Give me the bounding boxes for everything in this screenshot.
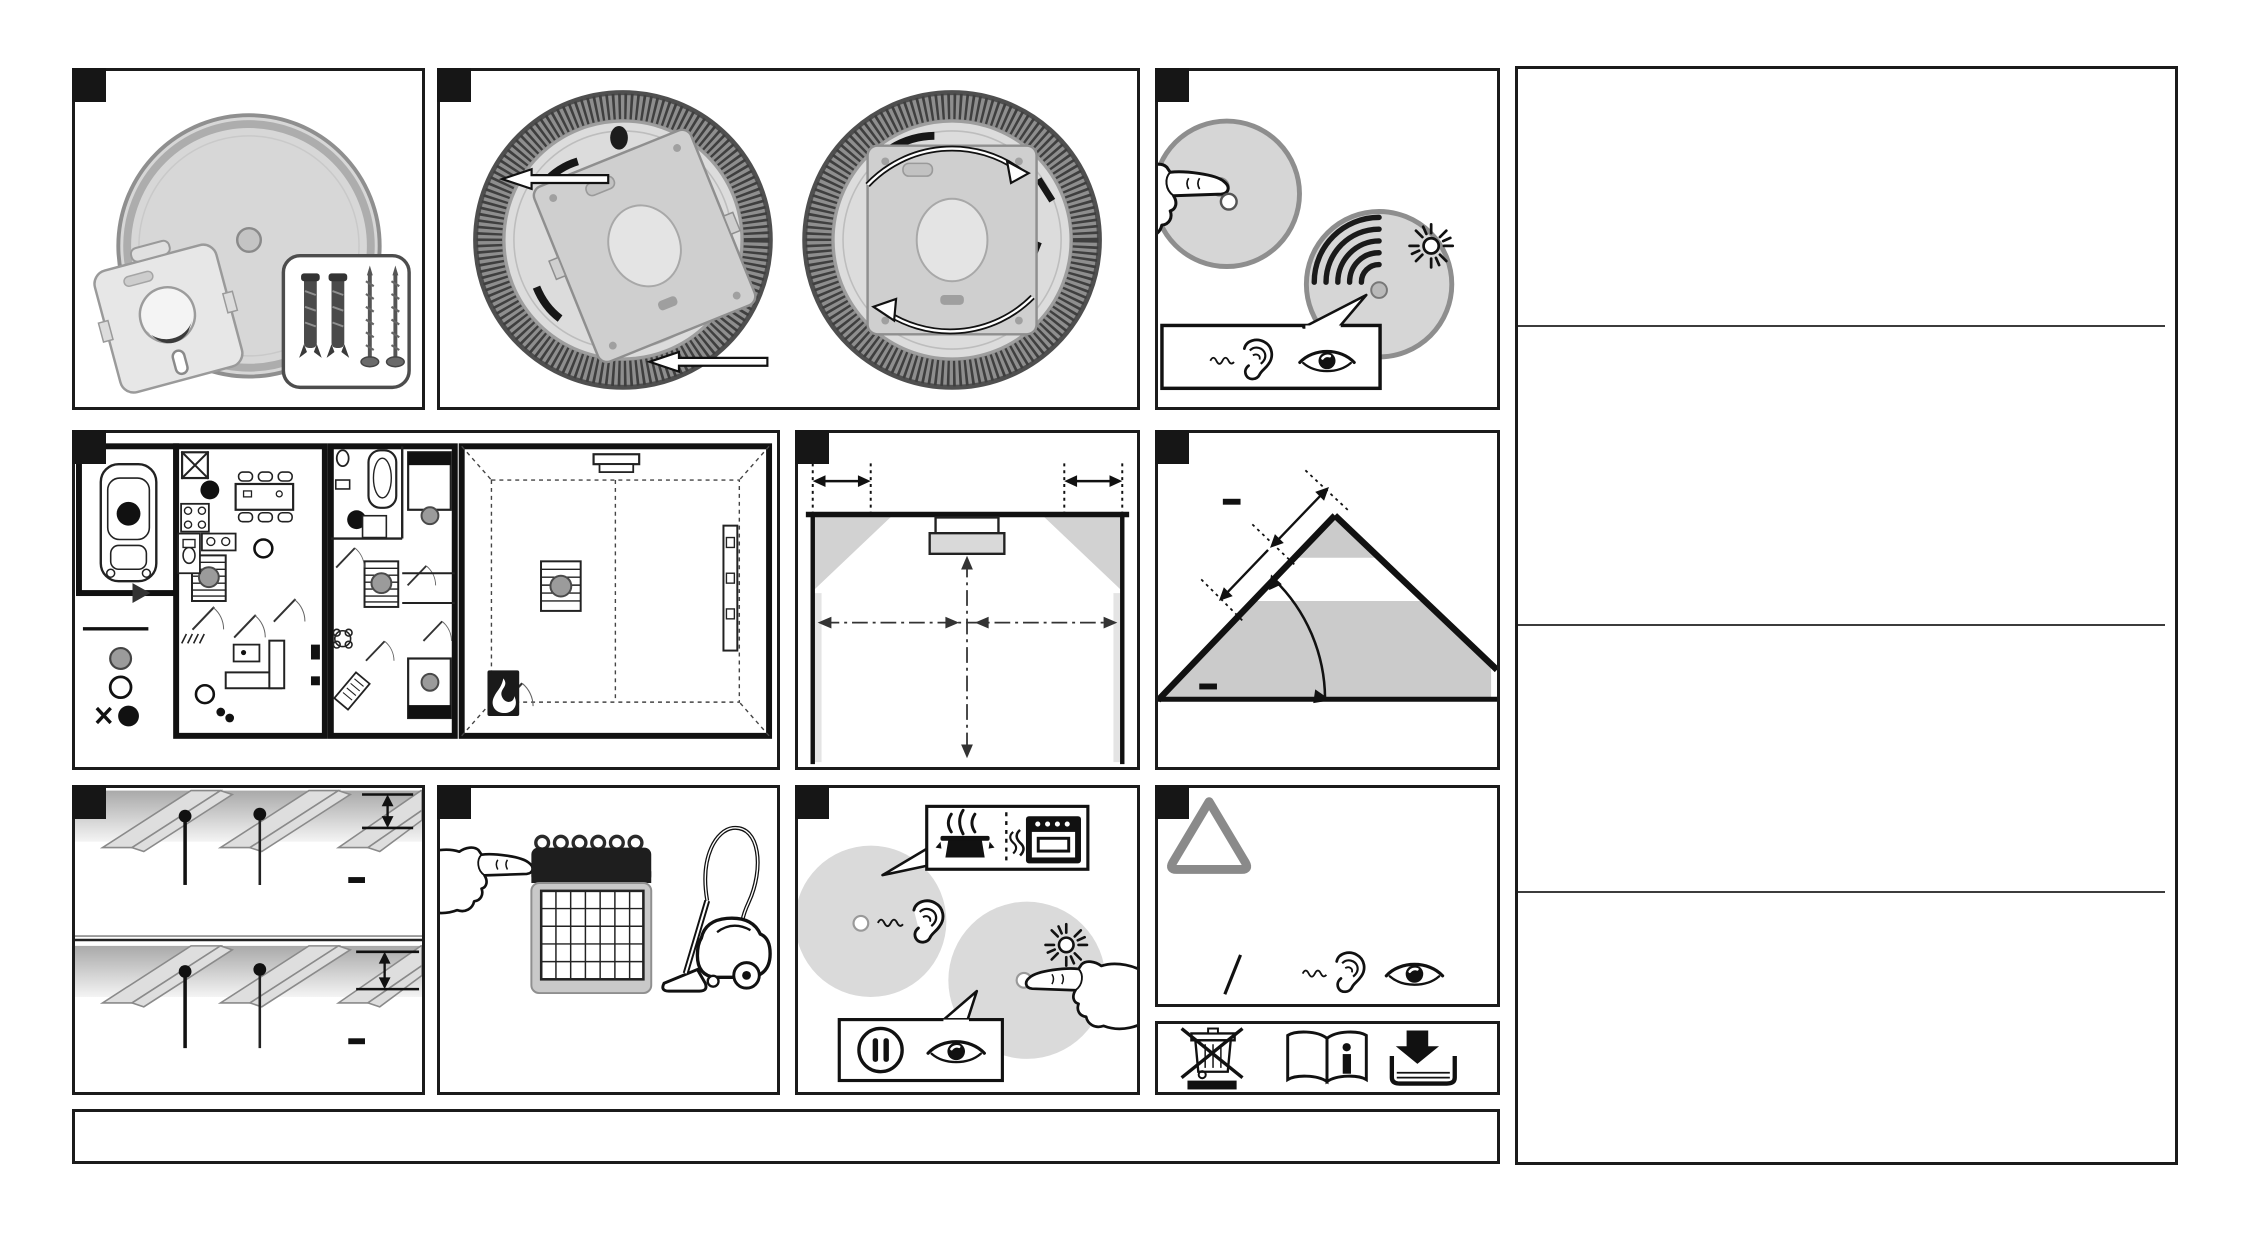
false-alarm-art	[798, 788, 1137, 1092]
redacted-dimension-dash	[1199, 684, 1217, 690]
maintenance-art	[440, 788, 777, 1092]
legend-optional-dot	[110, 677, 131, 698]
toilet-icon	[337, 450, 349, 466]
fixings-inset	[283, 256, 409, 388]
optional-dot	[196, 685, 214, 703]
legend	[83, 583, 150, 726]
panel-joists	[72, 785, 425, 1095]
step-marker	[1155, 68, 1189, 102]
redacted-dimension-dash	[348, 877, 365, 883]
stairs-icon	[365, 561, 399, 607]
legend-unsuitable-dot	[118, 706, 139, 727]
silence-callout	[839, 1020, 1002, 1081]
panel-attach-plate	[437, 68, 1140, 410]
sink-icon	[336, 480, 350, 489]
led-flash-icon	[1410, 224, 1453, 267]
joist-scene-bottom	[75, 946, 422, 1048]
package-contents-art	[75, 71, 422, 407]
panel-compliance-symbols	[1155, 1021, 1500, 1095]
ceiling-detector-icon	[930, 517, 1005, 553]
ruled-line	[1518, 891, 2165, 893]
panel-false-alarm	[795, 785, 1140, 1095]
warnings-art	[1158, 788, 1497, 1004]
ceiling-distances-art	[798, 433, 1137, 767]
weee-crossed-bin-icon	[1182, 1029, 1243, 1090]
test-alarm-art	[1158, 71, 1497, 407]
recommended-dot	[422, 674, 439, 691]
weee-bar	[1187, 1081, 1236, 1090]
vacuum-cleaner-icon	[663, 828, 770, 991]
footer-strip	[72, 1109, 1500, 1164]
recommended-dot	[550, 576, 571, 597]
pause-icon	[859, 1028, 902, 1071]
car-icon	[101, 464, 157, 581]
recommended-dot	[422, 507, 439, 524]
step-marker	[795, 430, 829, 464]
panel-floor-plans	[72, 430, 780, 770]
room-center-arrows	[818, 556, 1118, 758]
eye-icon	[1386, 964, 1442, 984]
corner-exclusion-zone	[1044, 516, 1123, 591]
skylight-icon	[723, 526, 737, 651]
notes-panel	[1515, 66, 2178, 1165]
floor-plans-art	[75, 433, 777, 767]
signal-callout	[1162, 295, 1380, 388]
calendar-icon	[531, 836, 651, 993]
panel-test-alarm	[1155, 68, 1500, 410]
bathtub-icon	[368, 450, 396, 508]
hand-pointing-icon	[440, 848, 533, 913]
optional-dot	[254, 540, 272, 558]
step-marker	[1155, 430, 1189, 464]
redacted-dimension-dash	[348, 1038, 365, 1044]
cooking-sources-callout	[927, 806, 1088, 869]
joists-art	[75, 788, 422, 1092]
fire-icon	[487, 670, 519, 716]
ruled-line	[1518, 624, 2165, 626]
panel-package-contents	[72, 68, 425, 410]
step-marker	[72, 785, 106, 819]
recommended-dot	[199, 567, 219, 587]
dining-table-icon	[236, 472, 294, 522]
step-marker	[72, 68, 106, 102]
insert-tray-arrow-icon	[1392, 1030, 1455, 1083]
pitched-roof-art	[1158, 433, 1497, 767]
step-marker	[437, 785, 471, 819]
recommended-dot	[371, 573, 391, 593]
step-marker	[795, 785, 829, 819]
step-marker	[72, 430, 106, 464]
corner-exclusion-zone	[813, 516, 892, 591]
upper-floor-plan	[331, 446, 455, 736]
panel-maintenance	[437, 785, 780, 1095]
unsuitable-dot	[200, 481, 219, 500]
led-flash-icon	[1046, 924, 1087, 965]
panel-warnings	[1155, 785, 1500, 1007]
step-marker	[1155, 785, 1189, 819]
bed-icon	[408, 659, 451, 718]
legend-recommended-dot	[110, 648, 131, 669]
apex-exclusion-zone	[1296, 518, 1379, 557]
unsuitable-dot	[117, 502, 141, 526]
legend-x-mark	[97, 708, 111, 723]
panel-ceiling-distances	[795, 430, 1140, 770]
step-marker	[437, 68, 471, 102]
panel-pitched-roof	[1155, 430, 1500, 770]
attic-plan	[462, 446, 769, 736]
attach-plate-art	[440, 71, 1137, 407]
corner-distance-arrows	[813, 463, 1123, 512]
read-manual-book-icon	[1288, 1032, 1367, 1082]
joist-scene-top	[75, 791, 422, 885]
stairs-icon	[541, 561, 581, 611]
redacted-dimension-dash	[1223, 499, 1241, 505]
ear-sound-icon	[1303, 953, 1364, 992]
slash-icon	[1225, 955, 1241, 994]
ruled-line	[1518, 325, 2165, 327]
compliance-art	[1158, 1024, 1497, 1092]
